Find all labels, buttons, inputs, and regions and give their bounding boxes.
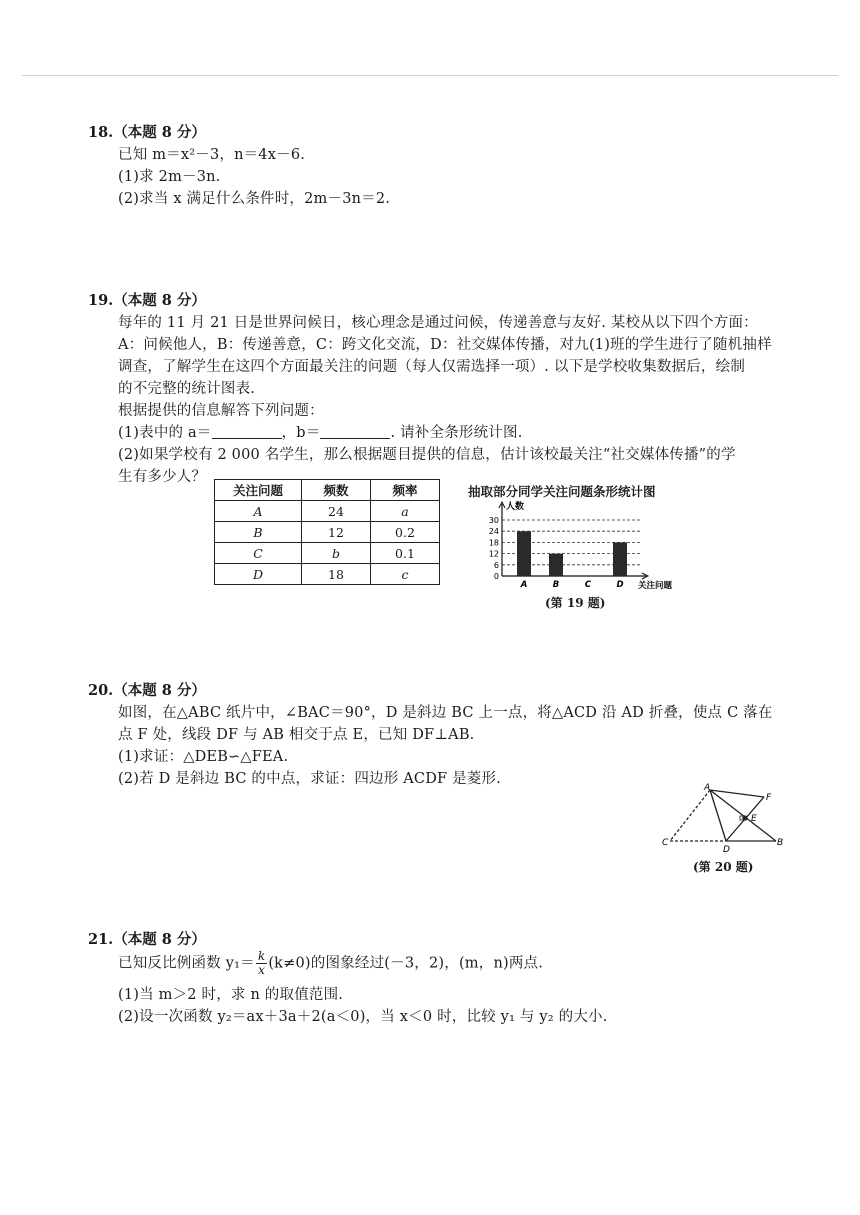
q20-line-1: 如图，在△ABC 纸片中，∠BAC＝90°，D 是斜边 BC 上一点，将△ACD 沿 AD 折叠，使点 C 落在 [118,705,773,721]
q19-line-7: (2)如果学校有 2 000 名学生，那么根据题目提供的信息，估计该校最关注“社交媒体传播”的学 [118,447,736,463]
q19-heading [88,289,798,310]
q20-number: 20. [88,682,114,699]
q19-line-3: 调查，了解学生在这四个方面最关注的问题（每人仅需选择一项）. 以下是学校收集数据后，绘制 [118,359,746,375]
q19-line-6 [118,421,523,442]
table-cell: c [371,564,440,585]
bar-a [517,531,531,576]
q18-line-1: 已知 m＝x²－3，n＝4x－6. [118,147,306,163]
fraction-numerator: k [257,949,266,963]
bar-d [613,542,627,576]
y-tick-label: 6 [493,560,499,570]
table-cell: C [215,543,302,564]
q21-line-1-a: 已知反比例函数 y₁＝ [118,955,255,972]
q19-part1-text-c: . 请补全条形统计图. [390,425,523,441]
q18-line-3: (2)求当 x 满足什么条件时，2m－3n＝2. [118,191,391,207]
fig-label-c: C [662,838,669,848]
answer-blank-a[interactable] [212,424,282,439]
q21-line-3: (2)设一次函数 y₂＝ax＋3a＋2(a＜0)，当 x＜0 时，比较 y₁ 与 y₂ 的大小. [118,1009,608,1025]
q19-score: （本题 8 分） [113,292,206,309]
q18-heading [88,121,798,142]
q20-line-2: 点 F 处，线段 DF 与 AB 相交于点 E，已知 DF⊥AB. [118,727,475,743]
q20-caption: (第 20 题) [693,860,754,874]
table-row [215,564,440,585]
triangle-fold-figure [660,780,790,855]
y-tick-label: 24 [488,527,499,537]
fraction [256,950,267,977]
frequency-table [214,479,440,585]
table-cell: A [215,501,302,522]
fig-label-b: B [777,838,784,848]
table-cell: 12 [302,522,371,543]
q19-line-4: 的不完整的统计图表. [118,381,256,397]
fig-label-d: D [723,845,730,855]
q20-heading [88,679,798,700]
q20-line-4: (2)若 D 是斜边 BC 的中点，求证：四边形 ACDF 是菱形. [118,771,501,787]
y-axis-label: 人数 [506,502,525,512]
q19-part1-text-b: ，b＝ [281,425,321,441]
x-axis-label: 关注问题 [638,581,673,591]
q21-heading [88,928,798,949]
q19-number: 19. [88,292,114,309]
q19-line-5: 根据提供的信息解答下列问题： [118,403,324,419]
fig-label-a: A [704,783,711,793]
table-cell: B [215,522,302,543]
q18-number: 18. [88,124,114,141]
y-tick-label: 30 [488,516,499,525]
q20-score: （本题 8 分） [113,682,206,699]
table-cell: D [215,564,302,585]
fig-label-f: F [766,793,772,803]
y-tick-label: 12 [488,549,499,559]
table-row [215,522,440,543]
x-tick-label: A [520,580,528,590]
table-row [215,501,440,522]
top-divider [22,75,838,76]
table-header: 频率 [371,480,440,501]
y-tick-label: 0 [493,572,499,581]
x-tick-label: C [584,580,592,590]
q18-line-2: (1)求 2m－3n. [118,169,221,185]
table-header: 关注问题 [215,480,302,501]
table-cell: 0.2 [371,522,440,543]
q19-line-1: 每年的 11 月 21 日是世界问候日，核心理念是通过问候，传递善意与友好. 某校从以下四个方面： [118,315,758,331]
table-cell: 18 [302,564,371,585]
q19-caption: (第 19 题) [545,596,606,610]
q21-score: （本题 8 分） [113,931,206,948]
table-cell: 0.1 [371,543,440,564]
table-cell: a [371,501,440,522]
q19-line-8: 生有多少人？ [118,469,207,485]
chart-title: 抽取部分同学关注问题条形统计图 [468,484,656,499]
q21-line-1-b: (k≠0)的图象经过(－3，2)，(m，n)两点. [268,955,544,972]
bar-chart [476,500,686,592]
q19-line-2: A：问候他人，B：传递善意，C：跨文化交流，D：社交媒体传播，对九(1)班的学生进行了随机抽样 [118,337,772,353]
q18-score: （本题 8 分） [113,124,206,141]
fig-label-e: E [751,814,757,824]
answer-blank-b[interactable] [320,424,390,439]
q21-number: 21. [88,931,114,948]
x-tick-label: D [616,580,624,590]
x-tick-label: B [552,580,560,590]
y-tick-label: 18 [488,538,499,548]
table-row [215,543,440,564]
q20-line-3: (1)求证：△DEB∽△FEA. [118,749,289,765]
q21-line-2: (1)当 m＞2 时，求 n 的取值范围. [118,987,344,1003]
table-cell: b [302,543,371,564]
bar-b [549,554,563,576]
table-cell: 24 [302,501,371,522]
q21-line-1 [118,950,543,977]
fraction-denominator: x [258,963,266,977]
table-header: 频数 [302,480,371,501]
table-header-row [215,480,440,501]
q19-part1-text-a: (1)表中的 a＝ [118,425,212,441]
